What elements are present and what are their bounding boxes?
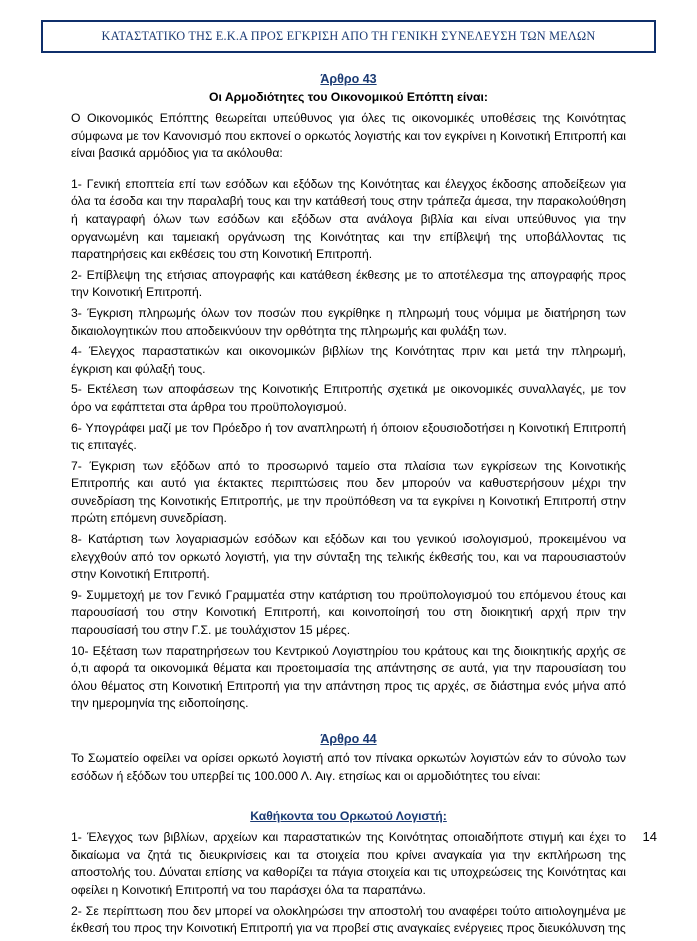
article-44-item: 2- Σε περίπτωση που δεν μπορεί να ολοκληρώσει την αποστολή του αναφέρει τούτο αιτιολογημένα με έκθεσή του προς την Κοινοτική Επιτροπή για να προβεί στις αναγκαίες ενέργειες προς διευκόλυνση της [71,903,626,936]
article-44-subtitle: Καθήκοντα του Ορκωτού Λογιστή: [250,809,447,824]
article-44-intro: Το Σωματείο οφείλει να ορίσει ορκωτό λογιστή από τον πίνακα ορκωτών λογιστών εάν το σύνολο των εσόδων ή εξόδων του υπερβεί τις 100.000 Λ. Αιγ. ετησίως και οι αρμοδιότητες του είναι: [71,751,626,783]
document-header-banner [41,20,656,53]
article-43-item: 5- Εκτέλεση των αποφάσεων της Κοινοτικής Επιτροπής σχετικά με οικονομικές συναλλαγές, με τον όρο να εφάπτεται στα άρθρα του προϋπολογισμού. [71,382,626,414]
section-spacer [71,716,626,732]
article-43-item: 8- Κατάρτιση των λογαριασμών εσόδων και εξόδων και του γενικού ισολογισμού, προκειμένου να ελεγχθούν από τον ορκωτό λογιστή, για την σύνταξη της τελικής έκθεσής του, και να παρουσιαστούν στην Κοινοτική Επιτροπή. [71,532,626,582]
article-43-item: 2- Επίβλεψη της ετήσιας απογραφής και κατάθεση έκθεσης με το αποτέλεσμα της απογραφής προς την Κοινοτική Επιτροπή. [71,267,626,300]
document-body [71,72,626,941]
article-43-subtitle: Οι Αρμοδιότητες του Οικονομικού Επόπτη είναι: [209,90,488,104]
section-spacer [71,798,626,809]
article-43-item: 6- Υπογράφει μαζί με τον Πρόεδρο ή τον αναπληρωτή ή όποιον εξουσιοδοτήσει η Κοινοτική Επιτροπή τις επιταγές. [71,420,626,453]
article-43-title: Άρθρο 43 [320,72,377,86]
article-44-title: Άρθρο 44 [320,732,377,746]
article-44-item: 1- Έλεγχος των βιβλίων, αρχείων και παραστατικών της Κοινότητας οποιαδήποτε στιγμή και έχει το δικαίωμα να ζητά τις διευκρινίσεις και τα στοιχεία που κρίνει αναγκαία για την εκπλήρωση της αποστολής του. Δύναται επίσης να καθορίζει τα πάγια στοιχεία και τις υποχρεώσεις της Κοινότητας και οφείλει η Κοινοτική Επιτροπή να του παράσχει όλα τα παραπάνω. [71,830,626,897]
article-43-intro: Ο Οικονομικός Επόπτης θεωρείται υπεύθυνος για όλες τις οικονομικές υποθέσεις της Κοινότητας σύμφωνα με τον Κανονισμό που εκπονεί ο ορκωτός λογιστής και τον εγκρίνει η Κοινοτική Επιτροπή και είναι βασικά αρμόδιος για τα ακόλουθα: [71,111,626,161]
article-43-item: 10- Εξέταση των παρατηρήσεων του Κεντρικού Λογιστηρίου του κράτους και της διοικητικής αρχής σε ό,τι αφορά τα οικονομικά θέματα και προετοιμασία της απάντησης σε αυτά, για την παρουσίαση του όλου θέματος στη Κοινοτική Επιτροπή για την απάντηση προς τις αρχές, σε διάστημα ενός μήνα από την ημερομηνία της ειδοποίησης. [71,643,626,711]
article-43-item: 1- Γενική εποπτεία επί των εσόδων και εξόδων της Κοινότητας και έλεγχος έκδοσης αποδείξεων για όλα τα έσοδα και την παραλαβή τους και την κατάθεσή τους στην τράπεζα άμεσα, την παρακολούθηση ή καταγραφή όλων των εσόδων και εξόδων στα ανάλογα βιβλία και είναι υπεύθυνος για την οργανωμένη και ταμειακή οργάνωση της Κοινότητας και την επίβλεψή της υποβάλλοντας τις παρατηρήσεις και εκθέσεις του στη Κοινοτική Επιτροπή. [71,176,626,262]
article-43-item: 7- Έγκριση των εξόδων από το προσωρινό ταμείο στα πλαίσια των εγκρίσεων της Κοινοτικής Επιτροπής και αυτό για έκτακτες περιπτώσεις που δεν μπορούν να καθυστερήσουν μέχρι την συνεδρίαση της Κοινοτικής Επιτροπής, με την προϋπόθεση να τα εγκρίνει η Κοινοτική Επιτροπή στην πρώτη επόμενη συνεδρίαση. [71,458,626,526]
article-43-item: 4- Έλεγχος παραστατικών και οικονομικών βιβλίων της Κοινότητας πριν και μετά την πληρωμή, έγκριση και φύλαξή τους. [71,344,626,376]
article-43-item: 3- Έγκριση πληρωμής όλων τον ποσών που εγκρίθηκε η πληρωμή τους νόμιμα με διατήρηση των δικαιολογητικών που αποδεικνύουν την ορθότητα της πληρωμής και φυλάξη των. [71,305,626,338]
header-title: ΚΑΤΑΣΤΑΤΙΚΟ ΤΗΣ Ε.Κ.Α ΠΡΟΣ ΕΓΚΡΙΣΗ ΑΠΟ ΤΗ ΓΕΝΙΚΗ ΣΥΝΕΛΕΥΣΗ ΤΩΝ ΜΕΛΩΝ [101,29,596,43]
article-43-item: 9- Συμμετοχή με τον Γενικό Γραμματέα στην κατάρτιση του προϋπολογισμού του επόμενου έτους και παρουσίασή του στην Κοινοτική Επιτροπή, και κοινοποίησή του στη διοικητική αρχή πριν την παρουσίασή του στην Γ.Σ. με τουλάχιστον 15 μέρες. [71,587,626,638]
page-number: 14 [642,829,657,844]
